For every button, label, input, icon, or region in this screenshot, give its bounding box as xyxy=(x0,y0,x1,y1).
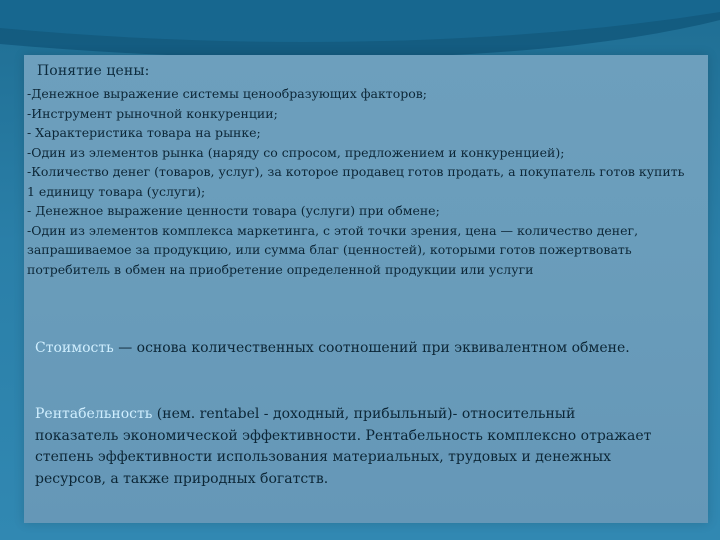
list-item: -Один из элементов рынка (наряду со спросом, предложением и конкуренцией); xyxy=(27,144,565,160)
cost-definition xyxy=(35,338,655,360)
list-item: -Инструмент рыночной конкуренции; xyxy=(27,105,278,121)
list-item: - Характеристика товара на рынке; xyxy=(27,125,261,140)
cost-term: Стоимость xyxy=(35,340,114,356)
price-definitions-list xyxy=(27,84,687,279)
profitability-definition xyxy=(35,404,655,490)
profitability-term: Рентабельность xyxy=(35,406,153,422)
list-item: -Один из элементов комплекса маркетинга, с этой точки зрения, цена — количество денег, запрашиваемое за продукцию, или сумма благ (ценностей), которыми готов пожертвовать потребитель в обмен на приобретение определенной продукции или услуги xyxy=(27,222,639,277)
list-item: -Денежное выражение системы ценообразующих факторов; xyxy=(27,86,427,101)
slide-heading: Понятие цены: xyxy=(37,63,150,79)
list-item: - Денежное выражение ценности товара (услуги) при обмене; xyxy=(27,203,440,218)
cost-definition-text: — основа количественных соотношений при эквивалентном обмене. xyxy=(113,340,630,356)
list-item: -Количество денег (товаров, услуг), за которое продавец готов продать, а покупатель готов купить 1 единицу товара (услуги); xyxy=(27,164,685,199)
profitability-definition-text: (нем. rentabel - доходный, прибыльный)- относительный показатель экономической эффективности. Рентабельность комплексно отражает степень эффективности использования материальных, трудовых и денежных ресурсов, а также природных богатств. xyxy=(35,406,652,487)
